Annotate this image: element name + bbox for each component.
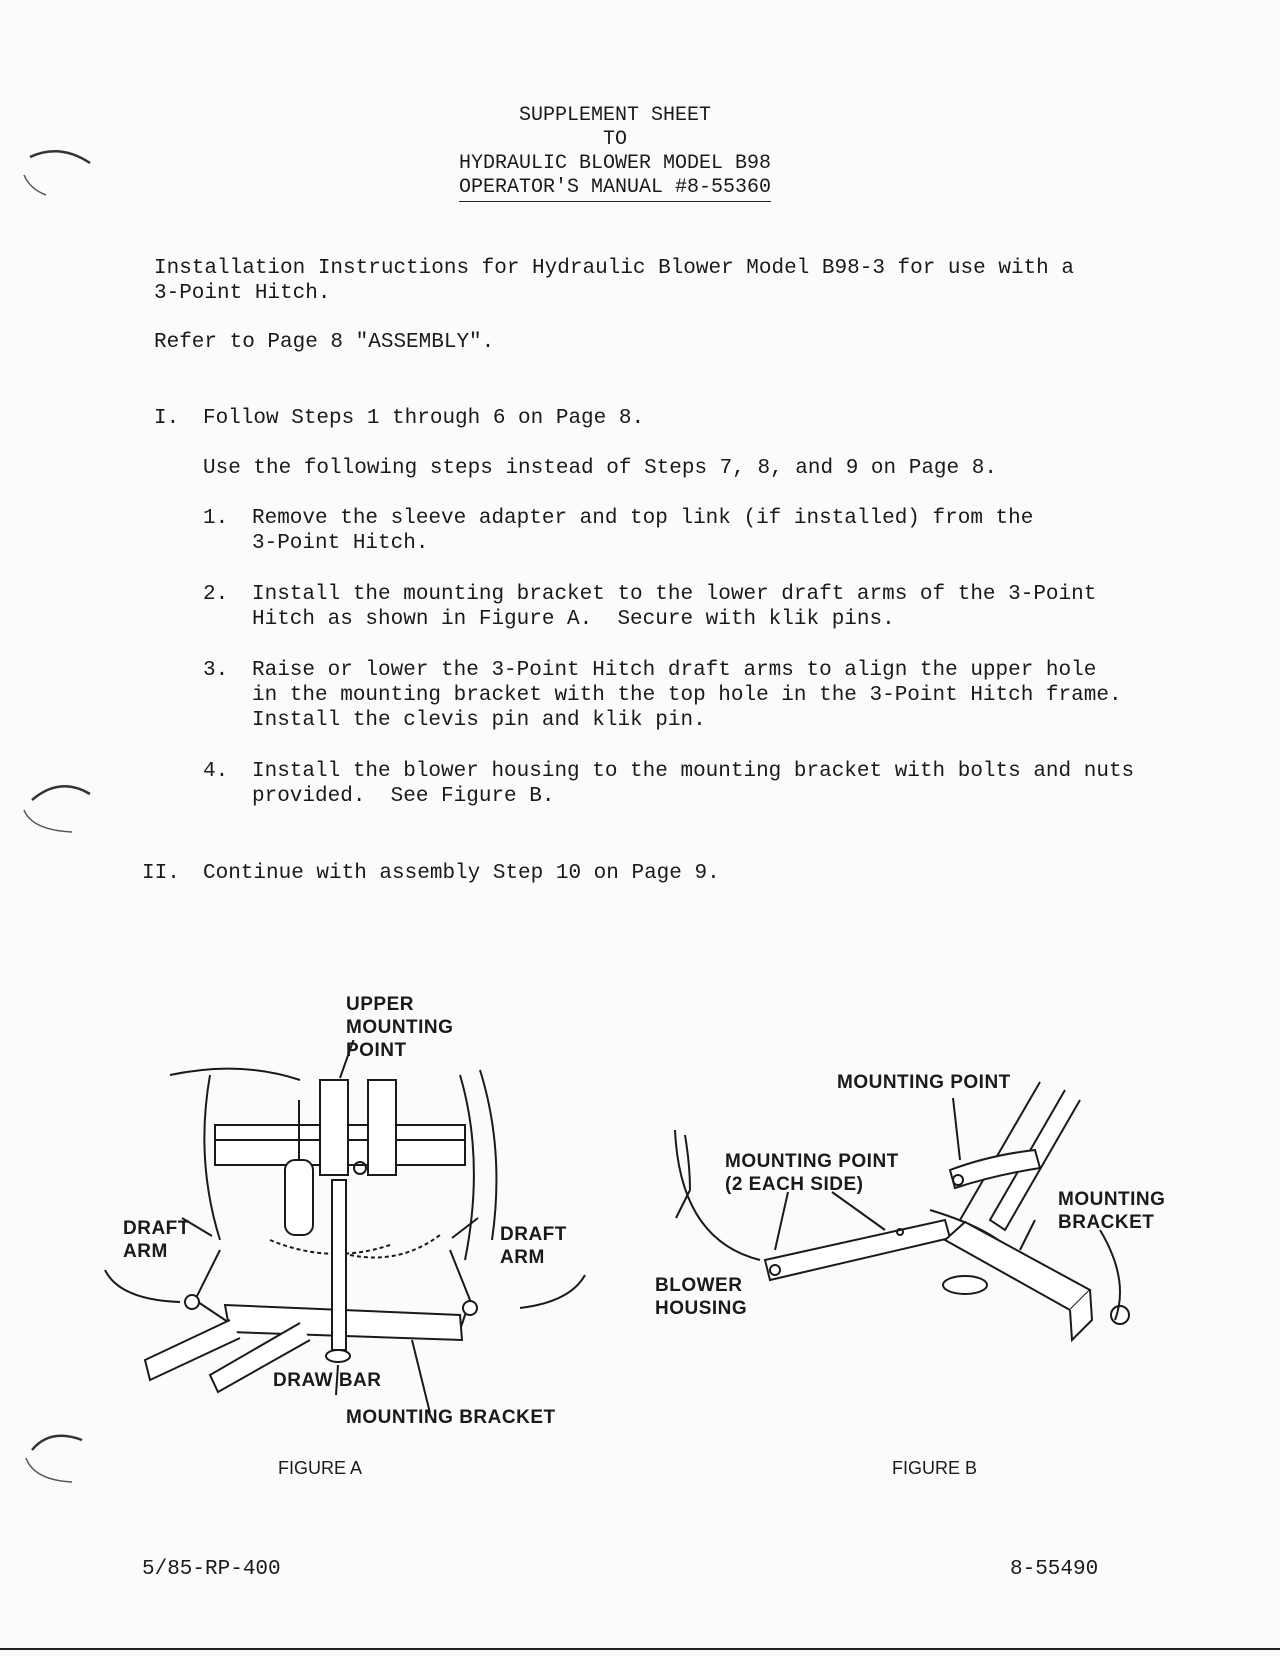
section-2-text: Continue with assembly Step 10 on Page 9. [203, 862, 720, 885]
binder-hole-mark-bottom [10, 1420, 100, 1490]
section-1-subtext: Use the following steps instead of Steps 7, 8, and 9 on Page 8. [203, 457, 997, 480]
label-mounting-point-side-line-2: (2 EACH SIDE) [725, 1174, 864, 1195]
step-3-line-2: in the mounting bracket with the top hole in the 3-Point Hitch frame. [252, 684, 1122, 707]
section-2-numeral: II. [142, 862, 180, 885]
intro-line-1: Installation Instructions for Hydraulic Blower Model B98-3 for use with a [154, 257, 1074, 280]
step-1-number: 1. [203, 507, 229, 530]
header-line-3: HYDRAULIC BLOWER MODEL B98 [458, 152, 772, 175]
intro-line-2: 3-Point Hitch. [154, 282, 331, 305]
label-mounting-point-top: MOUNTING POINT [837, 1072, 1011, 1093]
step-3-line-3: Install the clevis pin and klik pin. [252, 709, 706, 732]
step-3-line-1: Raise or lower the 3-Point Hitch draft arms to align the upper hole [252, 659, 1097, 682]
label-mounting-point-side-line-1: MOUNTING POINT [725, 1151, 899, 1172]
binder-hole-mark-middle [10, 780, 100, 840]
step-2-number: 2. [203, 583, 229, 606]
label-draft-arm-right-line-1: DRAFT [500, 1224, 567, 1245]
bottom-rule [0, 1648, 1280, 1650]
label-draft-arm-left-line-2: ARM [123, 1241, 168, 1262]
document-header [400, 104, 830, 202]
step-1-line-1: Remove the sleeve adapter and top link (if installed) from the [252, 507, 1034, 530]
header-line-1: SUPPLEMENT SHEET [518, 104, 712, 127]
binder-hole-mark-top [10, 145, 100, 205]
step-4-line-2: provided. See Figure B. [252, 785, 555, 808]
figure-a-caption: FIGURE A [278, 1458, 363, 1478]
label-blower-housing-line-2: HOUSING [655, 1298, 748, 1319]
step-2-line-1: Install the mounting bracket to the lower draft arms of the 3-Point [252, 583, 1097, 606]
label-draft-arm-right-line-2: ARM [500, 1247, 545, 1268]
label-upper-mounting-line-3: POINT [346, 1040, 407, 1061]
header-line-2: TO [602, 128, 627, 151]
refer-line: Refer to Page 8 "ASSEMBLY". [154, 331, 495, 354]
label-draft-arm-left-line-1: DRAFT [123, 1218, 190, 1239]
step-4-line-1: Install the blower housing to the mounting bracket with bolts and nuts [252, 760, 1135, 783]
step-2-line-2: Hitch as shown in Figure A. Secure with klik pins. [252, 608, 895, 631]
section-1-text: Follow Steps 1 through 6 on Page 8. [203, 407, 645, 430]
label-draw-bar: DRAW BAR [273, 1370, 382, 1391]
footer-left-code: 5/85-RP-400 [142, 1558, 281, 1581]
footer-right-code: 8-55490 [1010, 1558, 1099, 1581]
label-mounting-bracket-b-line-1: MOUNTING [1058, 1189, 1166, 1210]
figure-b-caption: FIGURE B [892, 1458, 978, 1478]
step-4-number: 4. [203, 760, 229, 783]
section-1-numeral: I. [154, 407, 180, 430]
step-3-number: 3. [203, 659, 229, 682]
label-upper-mounting-line-1: UPPER [346, 994, 414, 1015]
label-upper-mounting-line-2: MOUNTING [346, 1017, 454, 1038]
header-line-4: OPERATOR'S MANUAL #8-55360 [459, 176, 771, 202]
label-blower-housing-line-1: BLOWER [655, 1275, 743, 1296]
label-mounting-bracket-a: MOUNTING BRACKET [346, 1407, 556, 1428]
step-1-line-2: 3-Point Hitch. [252, 532, 429, 555]
label-mounting-bracket-b-line-2: BRACKET [1058, 1212, 1155, 1233]
